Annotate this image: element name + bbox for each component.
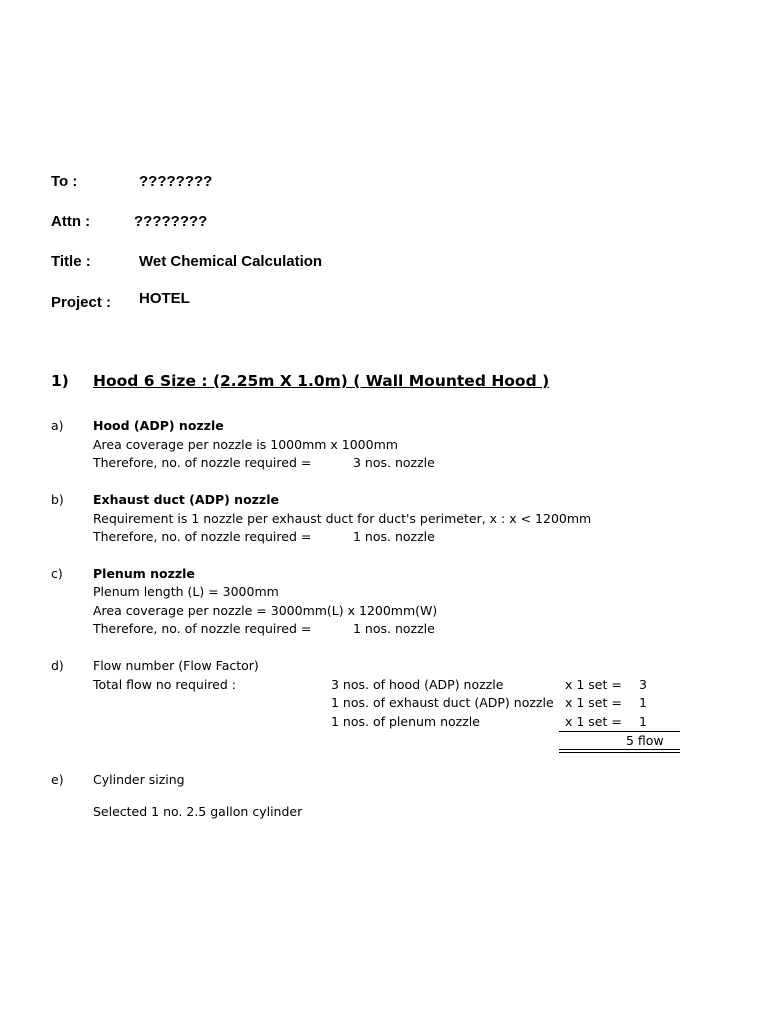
- to-label: To :: [51, 173, 78, 190]
- attn-value: ????????: [134, 213, 208, 230]
- attn-label: Attn :: [51, 213, 91, 230]
- total-double-line-bottom: [559, 752, 680, 753]
- item-b-req-value: 1 nos. nozzle: [353, 529, 435, 544]
- item-a-line1: Area coverage per nozzle is 1000mm x 1000mm: [93, 437, 398, 452]
- flow-row-value: 1: [639, 695, 647, 710]
- flow-row-mult: x 1 set =: [565, 677, 622, 692]
- flow-row-value: 3: [639, 677, 647, 692]
- section-number: 1): [51, 372, 69, 390]
- item-e-marker: e): [51, 772, 64, 787]
- project-value: HOTEL: [139, 290, 190, 307]
- item-e-title: Cylinder sizing: [93, 772, 185, 787]
- to-value: ????????: [139, 173, 213, 190]
- flow-row-desc: 1 nos. of exhaust duct (ADP) nozzle: [331, 695, 554, 710]
- item-a-req-label: Therefore, no. of nozzle required =: [93, 455, 312, 470]
- flow-row-value: 1: [639, 714, 647, 729]
- item-c-line2: Area coverage per nozzle = 3000mm(L) x 1200mm(W): [93, 603, 438, 618]
- title-label: Title :: [51, 253, 91, 270]
- item-e-selected: Selected 1 no. 2.5 gallon cylinder: [93, 804, 303, 819]
- item-c-line1: Plenum length (L) = 3000mm: [93, 584, 279, 599]
- item-d-total-label: Total flow no required :: [93, 677, 236, 692]
- item-b-line1: Requirement is 1 nozzle per exhaust duct for duct's perimeter, x : x < 1200mm: [93, 511, 592, 526]
- item-b-marker: b): [51, 492, 64, 507]
- item-c-marker: c): [51, 566, 63, 581]
- item-c-req-label: Therefore, no. of nozzle required =: [93, 621, 312, 636]
- item-a-req-value: 3 nos. nozzle: [353, 455, 435, 470]
- flow-row-desc: 3 nos. of hood (ADP) nozzle: [331, 677, 504, 692]
- flow-row-desc: 1 nos. of plenum nozzle: [331, 714, 480, 729]
- item-c-req-value: 1 nos. nozzle: [353, 621, 435, 636]
- flow-total: 5 flow: [626, 733, 664, 748]
- title-value: Wet Chemical Calculation: [139, 253, 323, 270]
- total-double-line-top: [559, 749, 680, 750]
- section-heading: Hood 6 Size : (2.25m X 1.0m) ( Wall Mounted Hood ): [93, 372, 550, 390]
- flow-row-mult: x 1 set =: [565, 695, 622, 710]
- sum-line: [559, 731, 680, 732]
- item-b-title: Exhaust duct (ADP) nozzle: [93, 492, 279, 507]
- item-a-marker: a): [51, 418, 64, 433]
- project-label: Project :: [51, 294, 112, 311]
- item-a-title: Hood (ADP) nozzle: [93, 418, 224, 433]
- flow-row-mult: x 1 set =: [565, 714, 622, 729]
- item-d-marker: d): [51, 658, 64, 673]
- item-c-title: Plenum nozzle: [93, 566, 195, 581]
- item-b-req-label: Therefore, no. of nozzle required =: [93, 529, 312, 544]
- item-d-title: Flow number (Flow Factor): [93, 658, 259, 673]
